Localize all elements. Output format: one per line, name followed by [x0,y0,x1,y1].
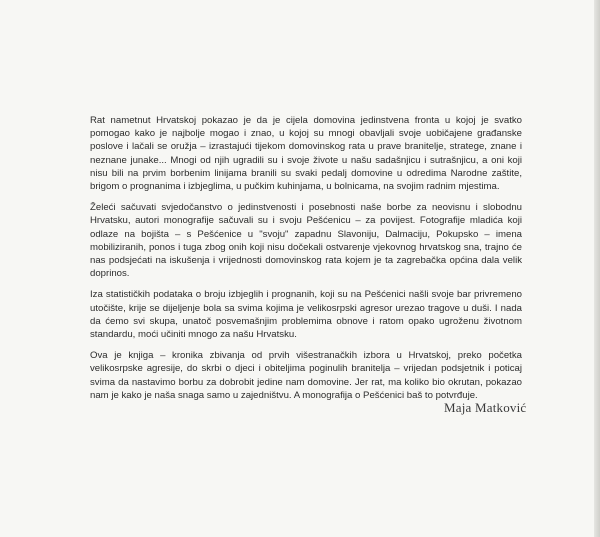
paragraph-2: Želeći sačuvati svjedočanstvo o jedinstvenosti i posebnosti naše borbe za neovisnu i slobodnu Hrvatsku, autori monografije sačuvali su i svoju Pešćenicu – za povijest. Fotografije mladića koji odlaze na bojišta – s Pešćenice u "svoju" zapadnu Slavoniju, Dalmaciju, Pokupsko – imena mobiliziranih, ponos i tuga zbog onih koji nisu dočekali ostvarenje vjekovnog hrvatskog sna, trajno će nas podsjećati na iskušenja i vrijednosti domovinskog rata kojem je ta zagrebačka općina dala velik doprinos. [90,202,522,280]
paragraph-1: Rat nametnut Hrvatskoj pokazao je da je cijela domovina jedinstvena fronta u kojoj je svatko pomogao kako je najbolje mogao i znao, u kojoj su mnogi obavljali svoje uobičajene građanske poslove i lačali se oružja – izrastajući tijekom domovinskog rata u prave branitelje, stratege, znane i neznane junake... Mnogi od njih ugradili su i svoje živote u našu sadašnjicu i sutrašnjicu, a oni koji nisu bili na prvim borbenim linijama branili su svaki pedalj domovine u odredima Narodne zaštite, brigom o prognanima i izbjeglima, u pučkim kuhinjama, u bolnicama, na svojim radnim mjestima. [90,115,522,193]
author-signature: Maja Matković [444,400,527,415]
foreword-text [90,114,522,410]
paragraph-4: Ova je knjiga – kronika zbivanja od prvih višestranačkih izbora u Hrvatskoj, preko početka velikosrpske agresije, do skrbi o djeci i obiteljima poginulih branitelja – vrijedan podsjetnik i poticaj svima da nastavimo borbu za dobrobit jedine nam domovine. Jer rat, ma koliko bio okrutan, pokazao nam je kako je naša snaga samo u zajedništvu. A monografija o Pešćenici baš to potvrđuje. [90,350,522,401]
paragraph-3: Iza statističkih podataka o broju izbjeglih i prognanih, koji su na Pešćenici našli svoje bar privremeno utočište, krije se dijeljenje bola sa svima kojima je velikosrpski agresor urezao tragove u duši. I nada da ćemo svi skupa, unatoč posvemašnjim problemima obnove i ratom opako ugroženu životnom standardu, moći učiniti mnogo za našu Hrvatsku. [90,289,522,341]
page-edge-shadow [594,0,600,537]
